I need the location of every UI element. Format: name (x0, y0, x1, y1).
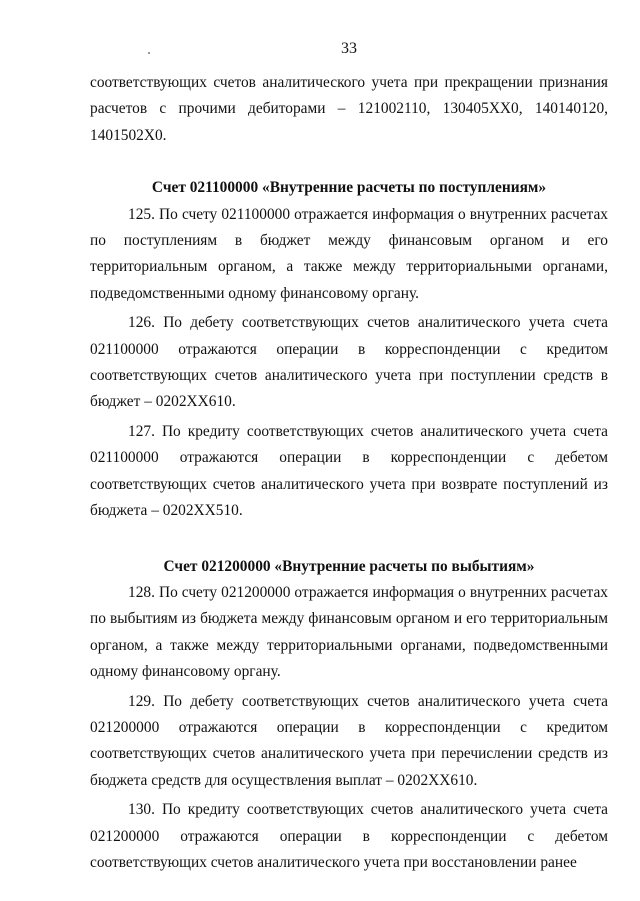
paragraph-126: 126. По дебету соответствующих счетов аналитического учета счета 021100000 отражаются операции в корреспонденции с кредитом соответствующих счетов аналитического учета при поступлении средств в бюджет – 0202ХХ610. (90, 314, 608, 411)
document-body (90, 70, 608, 876)
paragraph-130: 130. По кредиту соответствующих счетов аналитического учета счета 021200000 отражаются операции в корреспонденции с дебетом соответствующих счетов аналитического учета при восстановлении ранее (90, 801, 608, 871)
page-number: 33 (341, 40, 357, 57)
paragraph-129: 129. По дебету соответствующих счетов аналитического учета счета 021200000 отражаются операции в корреспонденции с кредитом соответствующих счетов аналитического учета при перечислении средств из бюджета средств для осуществления выплат – 0202ХХ610. (90, 692, 608, 789)
paragraph-128: 128. По счету 021200000 отражается информация о внутренних расчетах по выбытиям из бюджета между финансовым органом и его территориальным органом, а также между территориальными органами, подведомственными одному финансовому органу. (90, 583, 608, 681)
heading-account-021200000: Счет 021200000 «Внутренние расчеты по выбытиям» (163, 557, 535, 575)
paragraph-intro-continuation: соответствующих счетов аналитического учета при прекращении признания расчетов с прочими дебиторами – 121002110, 130405ХХ0, 140140120, 1401502Х0. (90, 74, 608, 144)
paragraph-127: 127. По кредиту соответствующих счетов аналитического учета счета 021100000 отражаются операции в корреспонденции с дебетом соответствующих счетов аналитического учета при возврате поступлений из бюджета – 0202ХХ510. (90, 422, 608, 520)
document-page (90, 0, 608, 901)
heading-account-021100000: Счет 021100000 «Внутренние расчеты по поступлениям» (151, 179, 547, 197)
paragraph-125: 125. По счету 021100000 отражается информация о внутренних расчетах по поступлениям в бюджет между финансовым органом и его территориальным органом, а также между территориальными органами, подведомственными одному финансовому органу. (90, 205, 608, 302)
